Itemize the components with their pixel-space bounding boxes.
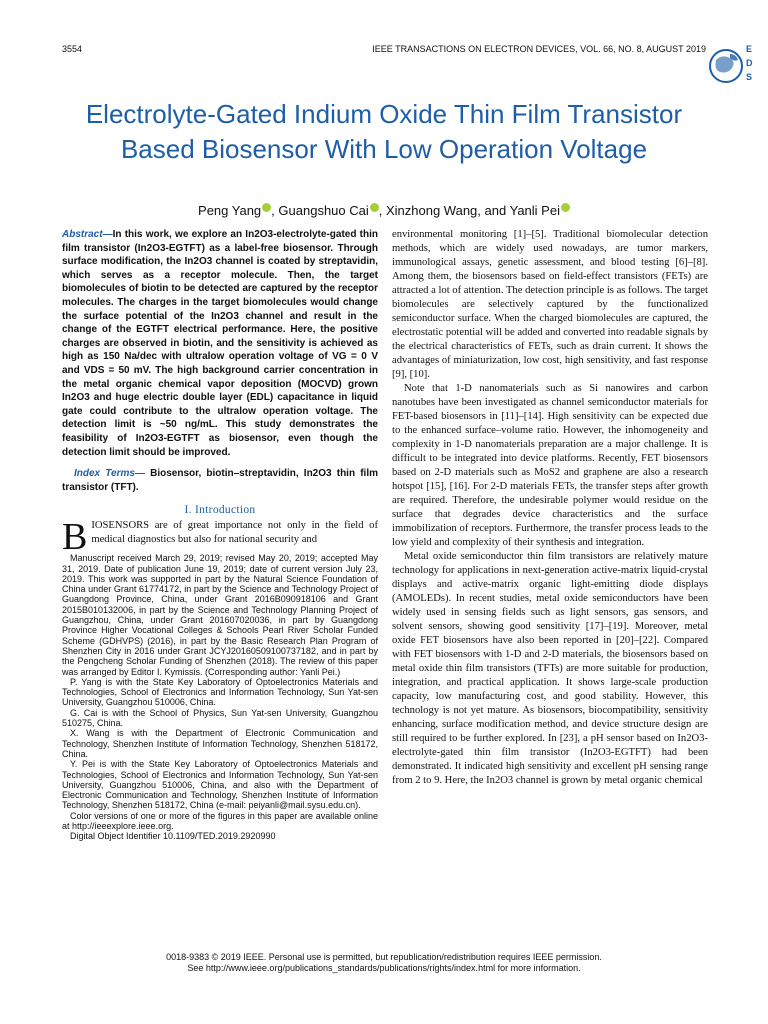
intro-paragraph — [62, 516, 378, 559]
abstract-label: Abstract— — [62, 229, 113, 240]
svg-text:D: D — [746, 58, 753, 68]
author-name: Peng Yang — [198, 203, 262, 218]
paper-title: Electrolyte-Gated Indium Oxide Thin Film Transistor Based Biosensor With Low Operation Voltage — [85, 99, 683, 165]
doi: Digital Object Identifier 10.1109/TED.2019.2920990 — [70, 831, 276, 842]
orcid-icon[interactable] — [370, 203, 379, 212]
drop-cap: B — [62, 516, 88, 559]
copyright-footer — [62, 952, 706, 974]
footnote: P. Yang is with the State Key Laboratory of Optoelectronics Materials and Technologies, School of Electronics and Information Technology, Sun Yat-sen University, Guangzhou 510006, China. — [62, 676, 378, 708]
section-heading: I. Introduction — [184, 504, 256, 517]
journal-citation: IEEE TRANSACTIONS ON ELECTRON DEVICES, VOL. 66, NO. 8, AUGUST 2019 — [372, 44, 706, 54]
body-paragraph: Metal oxide semiconductor thin film transistors are relatively mature technology for applications in next-generation active-matrix liquid-crystal displays and active-matrix organic light-emitting diode displays (AMOLEDs). In recent studies, metal oxide semiconductors have been widely used in sensing fields such as light sensors, gas sensors, and solvent sensors, showing good sensitivity [17]–[19]. Moreover, metal oxide FET biosensors have also been reported in [20]–[22]. Compared with FET biosensors with 1-D and 2-D materials, the biosensors based on metal oxide thin film transistors (TFTs) are more suitable for production, integration, and practical application. It shows large-scale production capacity, low manufacturing cost, and good stability. However, this technology is not yet mature. As biosensors, biocompatibility, sensitivity enhancing, surface modification method, and device structure design are still required to be further explored. In [23], a pH sensor based on In2O3-electrolyte-gated thin film transistor (In2O3-EGTFT) had been demonstrated. It indicated high sensitivity and excellent pH sensing range from 2 to 9. Here, the In2O3 channel is grown by metal organic chemical — [392, 551, 708, 786]
abstract — [62, 228, 378, 459]
eds-logo — [706, 40, 754, 88]
right-column — [392, 228, 708, 788]
author-list: Peng Yang , Guangshuo Cai , Xinzhong Wang, and Yanli Pei — [62, 203, 706, 218]
rights-link-line: See http://www.ieee.org/publications_standards/publications/rights/index.html for more information. — [187, 963, 581, 973]
abstract-text: In this work, we explore an In2O3-electrolyte-gated thin film transistor (In2O3-EGTFT) as a label-free biosensor. Through surface modification, the In2O3 channel is coated by streptavidin, which serves as a receptor molecule. Then, the target biomolecules of biotin to be detected are captured by the receptor molecules. The charges in the target biomolecules would change the surface potential of the In2O3 channel and result in the change of the EGTFT electrical performance. Here, the positive charges are observed in biotin, and the sensitivity is achieved as high as 150 Na/dec with ultralow operation voltage of VG = 0 V and VDS = 50 mV. The high background carrier concentration in the metal organic chemical vapor deposition (MOCVD) grown In2O3 and huge electric double layer (EDL) capacitance in liquid gate could contribute to the ultralow operation voltage. The detection limit is ~50 ng/mL. This study demonstrates the feasibility of In2O3-EGTFT as biosensor, even though the detection limit should be improved. — [62, 229, 378, 458]
body-paragraph: environmental monitoring [1]–[5]. Traditional biomolecular detection methods, which are widely used nowadays, are tumor markers, immunological assays, genetic assessment, and blood testing [6]–[8]. Among them, the biosensors based on field-effect transistors (FETs) are attracted a lot of attention. The detection principle is as follows. The target biomolecules are selectively captured by the functionalized semiconductor surface. When the charged biomolecules are captured, the electrostatic potential will be added and converted into readable signals by the electrical characteristics of FETs, such as drain current. It shows the advantages of miniaturization, low cost, high sensitivity, and fast response [9], [10]. — [392, 229, 708, 380]
orcid-icon[interactable] — [262, 203, 271, 212]
footnote: Manuscript received March 29, 2019; revised May 20, 2019; accepted May 31, 2019. Date of publication June 19, 2019; date of current version July 23, 2019. This work was supported in part by the Natural Science Foundation of China under Grant 61774172, in part by the Science and Technology Project of Guangdong Province, China, under Grant 2016B090918106 and Grant 2015B010132006, in part by the Science and Technology Planning Project of Guangzhou, China, under Grant 201607020036, in part by Guangdong Province Higher Vocational Colleges & Schools Pearl River Scholar Funded Scheme (GDHVPS) (2016), in part by the Basic Research Plan Program of Shenzhen City in 2016 under Grant JCYJ20160509100737182, and in part by the Pengcheng Scholar Funding of Shenzhen (2018). The review of this paper was arranged by Editor I. Kymissis. (Corresponding author: Yanli Pei.) — [62, 553, 378, 677]
intro-text: IOSENSORS are of great importance not only in the field of medical diagnostics but also for national security and — [91, 520, 378, 546]
left-column — [62, 228, 378, 842]
author-name: Yanli Pei — [509, 203, 560, 218]
footnote: G. Cai is with the School of Physics, Sun Yat-sen University, Guangzhou 510275, China. — [62, 707, 378, 729]
index-terms-text: Biosensor, biotin–streptavidin, In2O3 thin film transistor (TFT). — [62, 468, 379, 493]
author-conjunction: and — [484, 203, 507, 218]
index-terms — [62, 467, 378, 494]
running-header — [62, 44, 706, 58]
page-number: 3554 — [62, 44, 83, 54]
orcid-icon[interactable] — [561, 203, 570, 212]
body-paragraph: Note that 1-D nanomaterials such as Si nanowires and carbon nanotubes have been investigated as channel semiconductor materials for FET-based biosensors in [11]–[14]. High sensitivity can be expected due to the enhanced surface–volume ratio. However, the inhomogeneity and complexity in 1-D nanomaterials preparation are a major challenge. It is difficult to be integrated into device platforms. Recently, FET biosensors based on 2-D materials such as MoS2 and graphene are also a research hotspot [15], [16]. For 2-D materials FETs, the transfer steps after growth are required. Therefore, the undesirable polymer would residue on the surface that degrades device characteristics and the surface immobilization of receptors. Furthermore, the transfer process leads to the low yield and complexity of their synthesis and integration. — [392, 383, 708, 548]
footnote: Y. Pei is with the State Key Laboratory of Optoelectronics Materials and Technologies, School of Electronics and Information Technology, Sun Yat-sen University, Guangzhou 510006, China, and also with the Department of Electronic Communication and Technology, Shenzhen Institute of Information Technology, Shenzhen 518172, China (e-mail: peiyanli@mail.sysu.edu.cn). — [62, 759, 378, 811]
copyright-line: 0018-9383 © 2019 IEEE. Personal use is permitted, but republication/redistribution requires IEEE permission. — [166, 952, 602, 962]
index-terms-label: Index Terms— — [74, 468, 145, 480]
svg-text:S: S — [746, 72, 753, 82]
svg-text:E: E — [746, 44, 753, 54]
author-name: Xinzhong Wang — [385, 203, 478, 218]
footnote: X. Wang is with the Department of Electronic Communication and Technology, Shenzhen Institute of Information Technology, Shenzhen 518172, China. — [62, 728, 378, 759]
author-name: Guangshuo Cai — [278, 203, 369, 218]
footnote: Color versions of one or more of the figures in this paper are available online at http://ieeexplore.ieee.org. — [62, 810, 378, 831]
